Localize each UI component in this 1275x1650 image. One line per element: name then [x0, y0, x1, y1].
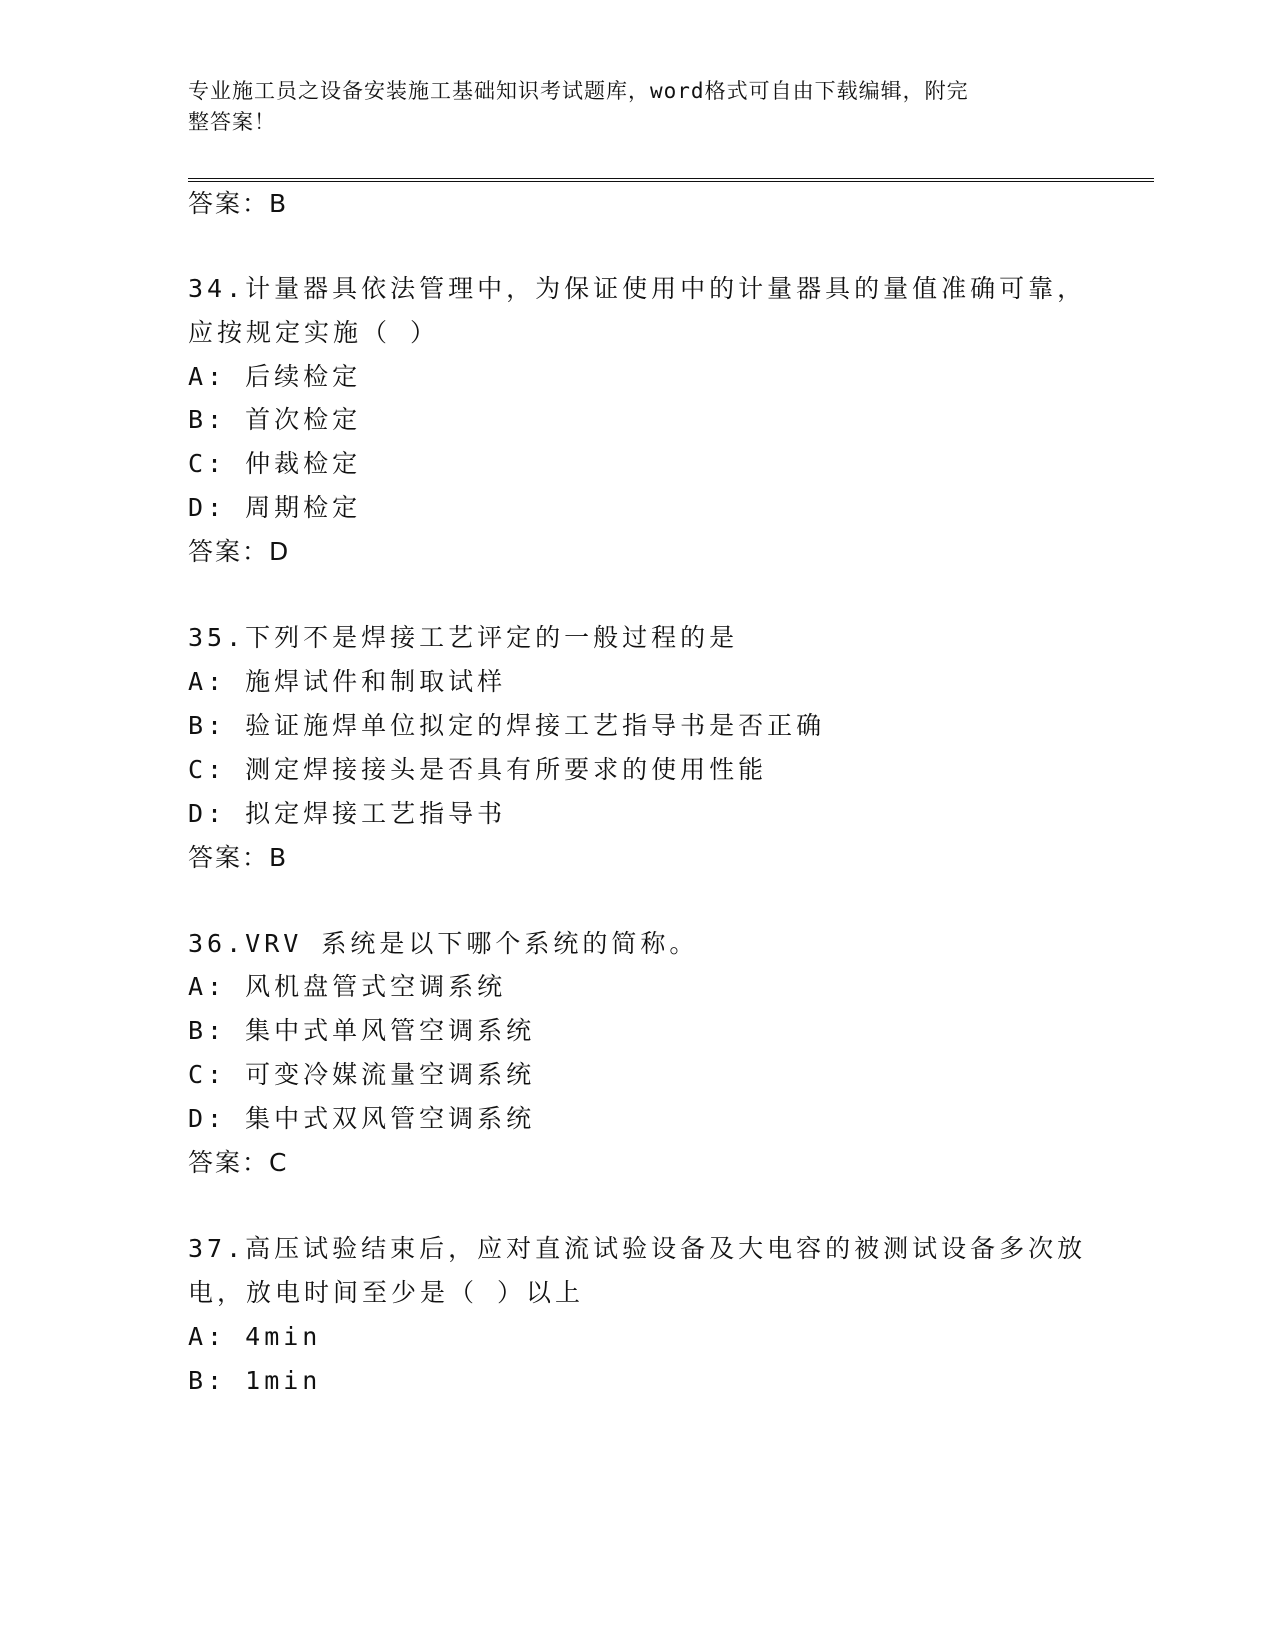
question-36-option-a: A: 风机盘管式空调系统: [188, 972, 507, 1001]
question-36-option-b: B: 集中式单风管空调系统: [188, 1016, 536, 1045]
answer-33: 答案：B: [188, 189, 289, 218]
answer-36: 答案：C: [188, 1148, 289, 1177]
question-34-stem-line-2: 应按规定实施（ ）: [188, 318, 440, 347]
question-37-option-a: A: 4min: [188, 1322, 322, 1351]
header-line-2: 整答案！: [188, 110, 276, 134]
question-35-option-d: D: 拟定焊接工艺指导书: [188, 799, 507, 828]
question-36-stem-line-1: 36.VRV 系统是以下哪个系统的简称。: [188, 929, 699, 958]
question-35-option-c: C: 测定焊接接头是否具有所要求的使用性能: [188, 755, 768, 784]
question-35-option-b: B: 验证施焊单位拟定的焊接工艺指导书是否正确: [188, 711, 826, 740]
question-37-option-b: B: 1min: [188, 1366, 322, 1395]
answer-35: 答案：B: [188, 843, 289, 872]
question-34-stem-line-1: 34.计量器具依法管理中，为保证使用中的计量器具的量值准确可靠，: [188, 274, 1087, 303]
question-37-stem-line-2: 电，放电时间至少是（ ）以上: [188, 1278, 585, 1307]
question-36-option-d: D: 集中式双风管空调系统: [188, 1104, 536, 1133]
document-header: [188, 76, 1088, 138]
question-35-stem-line-1: 35.下列不是焊接工艺评定的一般过程的是: [188, 623, 739, 652]
header-divider: [188, 178, 1154, 182]
question-37-stem-line-1: 37.高压试验结束后，应对直流试验设备及大电容的被测试设备多次放: [188, 1234, 1087, 1263]
question-34-option-c: C: 仲裁检定: [188, 449, 362, 478]
question-36-option-c: C: 可变冷媒流量空调系统: [188, 1060, 536, 1089]
question-34-option-b: B: 首次检定: [188, 405, 362, 434]
header-line-1: 专业施工员之设备安装施工基础知识考试题库，word格式可自由下载编辑，附完: [188, 79, 969, 103]
answer-34: 答案：D: [188, 537, 291, 566]
question-35-option-a: A: 施焊试件和制取试样: [188, 667, 507, 696]
question-34-option-d: D: 周期检定: [188, 493, 362, 522]
question-34-option-a: A: 后续检定: [188, 362, 362, 391]
